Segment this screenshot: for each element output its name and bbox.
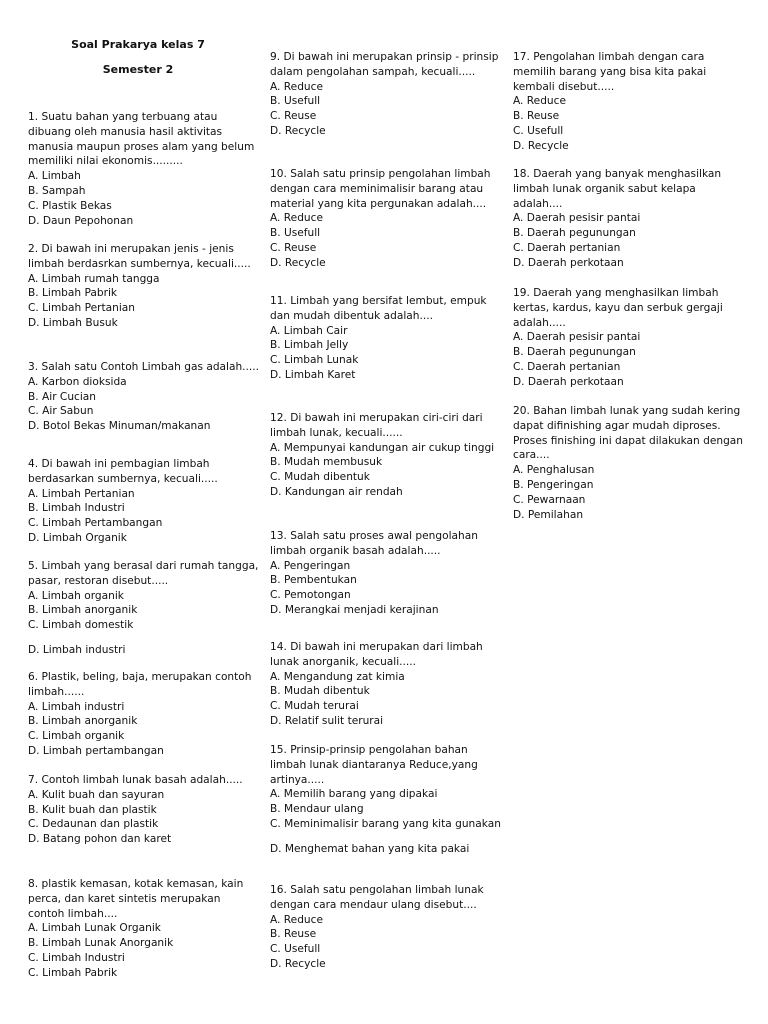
option-b: B. Usefull	[270, 227, 321, 240]
question-9	[270, 50, 502, 139]
question-text: 13. Salah satu proses awal pengolahan limbah organik basah adalah.....	[270, 530, 478, 557]
option-d: D. Recycle	[513, 139, 569, 152]
option-d: D. Daerah perkotaan	[513, 375, 624, 388]
option-d: D. Merangkai menjadi kerajinan	[270, 603, 439, 616]
question-text: 7. Contoh limbah lunak basah adalah.....	[28, 774, 243, 786]
document-title: Soal Prakarya kelas 7	[71, 38, 205, 51]
option-a: A. Reduce	[513, 95, 566, 108]
option-b: B. Limbah Lunak Anorganik	[28, 937, 174, 950]
question-text: 14. Di bawah ini merupakan dari limbah lunak anorganik, kecuali.....	[270, 641, 483, 668]
option-d: D. Limbah Busuk	[28, 316, 118, 329]
option-c: C. Dedaunan dan plastik	[28, 818, 159, 831]
option-a: A. Limbah industri	[28, 700, 125, 713]
question-2	[28, 242, 260, 331]
option-a: A. Limbah Lunak Organik	[28, 922, 161, 935]
option-a: A. Limbah rumah tangga	[28, 272, 160, 285]
option-d: D. Limbah Organik	[28, 531, 127, 544]
option-b: B. Daerah pegunungan	[513, 346, 636, 359]
option-a: A. Daerah pesisir pantai	[513, 212, 641, 225]
option-c: C. Plastik Bekas	[28, 199, 112, 212]
option-b: B. Limbah anorganik	[28, 604, 138, 617]
question-text: 10. Salah satu prinsip pengolahan limbah dengan cara meminimalisir barang atau material yang kita pergunakan adalah....	[270, 168, 491, 210]
option-b: B. Air Cucian	[28, 390, 97, 403]
option-c: C. Air Sabun	[28, 405, 94, 418]
option-d: D. Kandungan air rendah	[270, 485, 403, 498]
option-c: C. Limbah Lunak	[270, 354, 359, 367]
question-16	[270, 883, 502, 972]
option-b: B. Reuse	[270, 928, 317, 941]
option-c: C. Reuse	[270, 241, 317, 254]
question-text: 2. Di bawah ini merupakan jenis - jenis limbah berdasrkan sumbernya, kecuali.....	[28, 243, 251, 270]
option-c: C. Daerah pertanian	[513, 360, 621, 373]
question-text: 16. Salah satu pengolahan limbah lunak dengan cara mendaur ulang disebut....	[270, 884, 484, 911]
question-11	[270, 294, 502, 383]
question-text: 19. Daerah yang menghasilkan limbah kertas, kardus, kayu dan serbuk gergaji adalah.....	[513, 287, 723, 329]
option-b: B. Mudah dibentuk	[270, 685, 370, 698]
option-b: B. Pembentukan	[270, 574, 357, 587]
option-d: C. Limbah Pabrik	[28, 966, 118, 979]
option-a: A. Pengeringan	[270, 559, 351, 572]
question-text: 4. Di bawah ini pembagian limbah berdasarkan sumbernya, kecuali.....	[28, 458, 218, 485]
option-a: A. Limbah	[28, 170, 81, 183]
option-a: A. Daerah pesisir pantai	[513, 331, 641, 344]
option-d: D. Relatif sulit terurai	[270, 714, 384, 727]
option-d: D. Daun Pepohonan	[28, 214, 134, 227]
option-b: B. Mendaur ulang	[270, 803, 364, 816]
question-text: 6. Plastik, beling, baja, merupakan contoh limbah......	[28, 671, 252, 698]
option-d: D. Menghemat bahan yang kita pakai	[270, 842, 470, 855]
question-8	[28, 877, 260, 981]
option-b: B. Limbah Pabrik	[28, 287, 118, 300]
option-c: C. Limbah Pertambangan	[28, 517, 163, 530]
option-a: A. Karbon dioksida	[28, 375, 127, 388]
option-c: C. Limbah organik	[28, 730, 125, 743]
option-c: C. Pemotongan	[270, 589, 351, 602]
option-b: B. Daerah pegunungan	[513, 227, 636, 240]
question-text: 20. Bahan limbah lunak yang sudah kering dapat difinishing agar mudah diproses. Proses finishing ini dapat dilakukan dengan cara....	[513, 405, 743, 462]
question-text: 18. Daerah yang banyak menghasilkan limbah lunak organik sabut kelapa adalah....	[513, 168, 722, 210]
question-14	[270, 640, 502, 729]
option-d: D. Recycle	[270, 957, 326, 970]
question-12	[270, 411, 502, 500]
option-a: A. Reduce	[270, 913, 323, 926]
option-a: A. Reduce	[270, 80, 323, 93]
option-b: B. Limbah Jelly	[270, 339, 349, 352]
option-d: D. Limbah Karet	[270, 368, 356, 381]
document-semester: Semester 2	[102, 63, 174, 76]
question-text: 1. Suatu bahan yang terbuang atau dibuang oleh manusia hasil aktivitas manusia maupun proses alam yang belum memiliki nilai ekonomis.........	[28, 111, 255, 168]
option-a: A. Kulit buah dan sayuran	[28, 788, 165, 801]
question-text: 3. Salah satu Contoh Limbah gas adalah.....	[28, 361, 260, 373]
option-a: A. Mempunyai kandungan air cukup tinggi	[270, 441, 495, 454]
question-19	[513, 286, 745, 390]
option-b: B. Limbah anorganik	[28, 715, 138, 728]
option-b: B. Sampah	[28, 184, 86, 197]
option-c: C. Pewarnaan	[513, 493, 586, 506]
option-c: C. Usefull	[270, 943, 321, 956]
option-a: A. Penghalusan	[513, 464, 595, 477]
question-text: 12. Di bawah ini merupakan ciri-ciri dari limbah lunak, kecuali......	[270, 412, 483, 439]
option-d: D. Recycle	[270, 124, 326, 137]
question-15	[270, 743, 502, 857]
option-a: A. Memilih barang yang dipakai	[270, 788, 438, 801]
option-d: D. Limbah industri	[28, 643, 126, 656]
option-a: A. Reduce	[270, 212, 323, 225]
question-text: 9. Di bawah ini merupakan prinsip - prinsip dalam pengolahan sampah, kecuali.....	[270, 51, 499, 78]
option-c: C. Limbah Pertanian	[28, 302, 135, 315]
question-text: 8. plastik kemasan, kotak kemasan, kain perca, dan karet sintetis merupakan contoh limbah....	[28, 878, 244, 920]
option-c: C. Daerah pertanian	[513, 241, 621, 254]
question-5	[28, 559, 260, 658]
option-c: C. Reuse	[270, 110, 317, 123]
question-13	[270, 529, 502, 618]
option-a: A. Limbah Pertanian	[28, 487, 135, 500]
option-b: B. Limbah Industri	[28, 502, 125, 515]
option-d: D. Pemilahan	[513, 508, 584, 521]
option-d: D. Botol Bekas Minuman/makanan	[28, 420, 211, 433]
option-c: C. Limbah domestik	[28, 619, 134, 632]
question-4	[28, 457, 260, 546]
option-b: B. Pengeringan	[513, 478, 594, 491]
option-c: C. Usefull	[513, 124, 564, 137]
question-3	[28, 360, 260, 434]
option-d: D. Limbah pertambangan	[28, 744, 164, 757]
question-text: 17. Pengolahan limbah dengan cara memilih barang yang bisa kita pakai kembali disebut.....	[513, 51, 707, 93]
option-c: C. Meminimalisir barang yang kita gunakan	[270, 817, 501, 830]
question-text: 5. Limbah yang berasal dari rumah tangga, pasar, restoran disebut.....	[28, 560, 259, 587]
option-c: C. Mudah terurai	[270, 700, 359, 713]
option-d: D. Recycle	[270, 256, 326, 269]
option-d: D. Daerah perkotaan	[513, 256, 624, 269]
option-c: C. Mudah dibentuk	[270, 471, 370, 484]
option-b: B. Mudah membusuk	[270, 456, 383, 469]
option-a: A. Limbah Cair	[270, 324, 348, 337]
option-a: A. Mengandung zat kimia	[270, 670, 405, 683]
question-10	[270, 167, 502, 271]
question-20	[513, 404, 745, 522]
question-17	[513, 50, 745, 154]
question-text: 11. Limbah yang bersifat lembut, empuk dan mudah dibentuk adalah....	[270, 295, 487, 322]
question-7	[28, 773, 260, 847]
option-b: B. Reuse	[513, 110, 560, 123]
option-c: C. Limbah Industri	[28, 951, 125, 964]
option-a: A. Limbah organik	[28, 589, 124, 602]
question-6	[28, 670, 260, 759]
question-18	[513, 167, 745, 271]
question-1	[28, 110, 260, 228]
option-b: B. Kulit buah dan plastik	[28, 803, 157, 816]
option-b: B. Usefull	[270, 95, 321, 108]
option-d: D. Batang pohon dan karet	[28, 833, 172, 846]
question-text: 15. Prinsip-prinsip pengolahan bahan limbah lunak diantaranya Reduce,yang artinya.....	[270, 744, 478, 786]
